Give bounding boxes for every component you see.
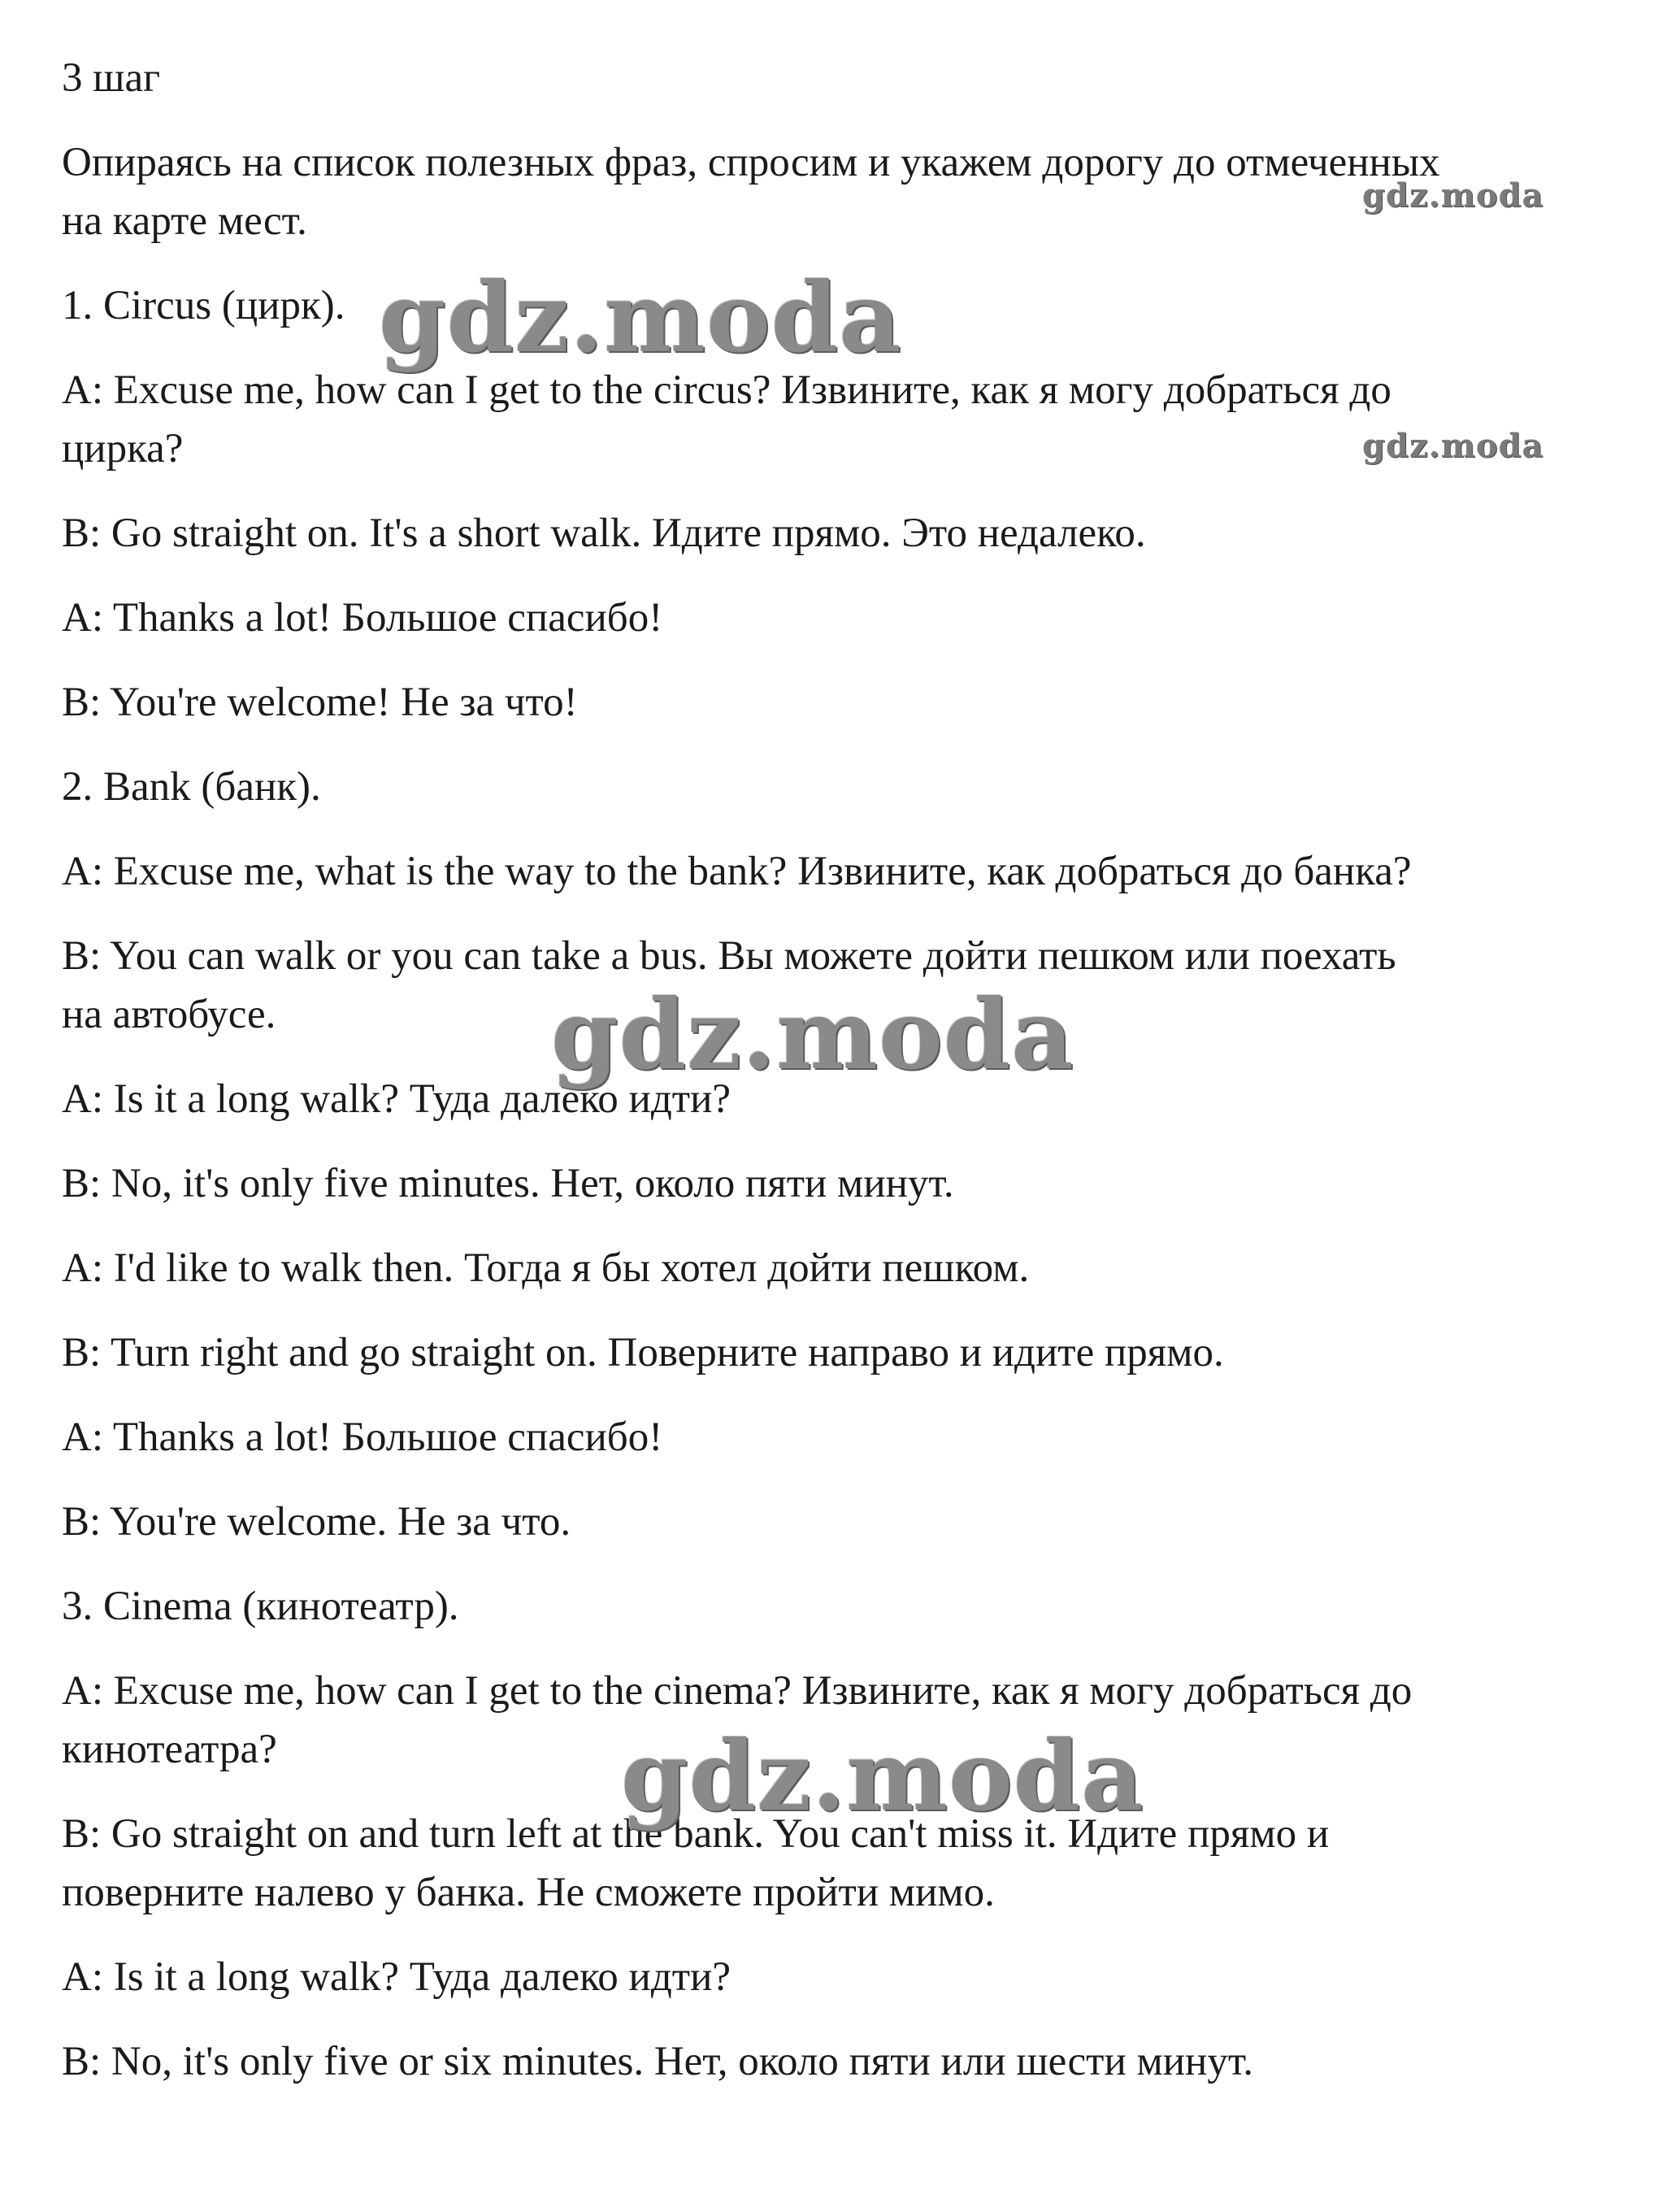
- dialogue-line: B: Turn right and go straight on. Поверните направо и идите прямо.: [62, 1330, 1224, 1375]
- dialogue-line: B: You're welcome! Не за что!: [62, 680, 578, 725]
- step-heading: 3 шаг: [62, 55, 161, 101]
- section-title-cinema: 3. Cinema (кинотеатр).: [62, 1584, 459, 1629]
- dialogue-line: A: I'd like to walk then. Тогда я бы хотел дойти пешком.: [62, 1245, 1030, 1291]
- dialogue-line: B: Go straight on. It's a short walk. Идите прямо. Это недалеко.: [62, 511, 1146, 556]
- section-title-bank: 2. Bank (банк).: [62, 764, 321, 810]
- dialogue-line: B: No, it's only five or six minutes. Нет, около пяти или шести минут.: [62, 2039, 1254, 2084]
- dialogue-line: B: No, it's only five minutes. Нет, около пяти минут.: [62, 1161, 954, 1206]
- dialogue-line: A: Is it a long walk? Туда далеко идти?: [62, 1954, 731, 2000]
- dialogue-line: цирка?: [62, 426, 184, 472]
- dialogue-line: B: You can walk or you can take a bus. Вы можете дойти пешком или поехать: [62, 933, 1396, 979]
- dialogue-line: A: Excuse me, how can I get to the cinema? Извините, как я могу добраться до: [62, 1668, 1413, 1714]
- watermark: gdz.moda: [1362, 176, 1544, 215]
- watermark: gdz.moda: [551, 978, 1074, 1091]
- intro-line: на карте мест.: [62, 198, 307, 244]
- dialogue-line: B: Go straight on and turn left at the bank. You can't miss it. Идите прямо и: [62, 1811, 1330, 1857]
- dialogue-line: A: Thanks a lot! Большое спасибо!: [62, 1415, 663, 1460]
- dialogue-line: A: Thanks a lot! Большое спасибо!: [62, 595, 663, 641]
- dialogue-line: на автобусе.: [62, 992, 276, 1037]
- section-title-circus: 1. Circus (цирк).: [62, 283, 345, 328]
- dialogue-line: кинотеатра?: [62, 1727, 277, 1772]
- intro-line: Опираясь на список полезных фраз, спросим и укажем дорогу до отмеченных: [62, 140, 1440, 185]
- dialogue-line: B: You're welcome. Не за что.: [62, 1499, 571, 1545]
- watermark: gdz.moda: [621, 1719, 1144, 1832]
- watermark: gdz.moda: [379, 261, 902, 374]
- dialogue-line: A: Excuse me, how can I get to the circus? Извините, как я могу добраться до: [62, 367, 1391, 413]
- watermark: gdz.moda: [1362, 427, 1544, 465]
- dialogue-line: A: Excuse me, what is the way to the bank? Извините, как добраться до банка?: [62, 849, 1412, 894]
- dialogue-line: поверните налево у банка. Не сможете пройти мимо.: [62, 1870, 995, 1915]
- dialogue-line: A: Is it a long walk? Туда далеко идти?: [62, 1076, 731, 1122]
